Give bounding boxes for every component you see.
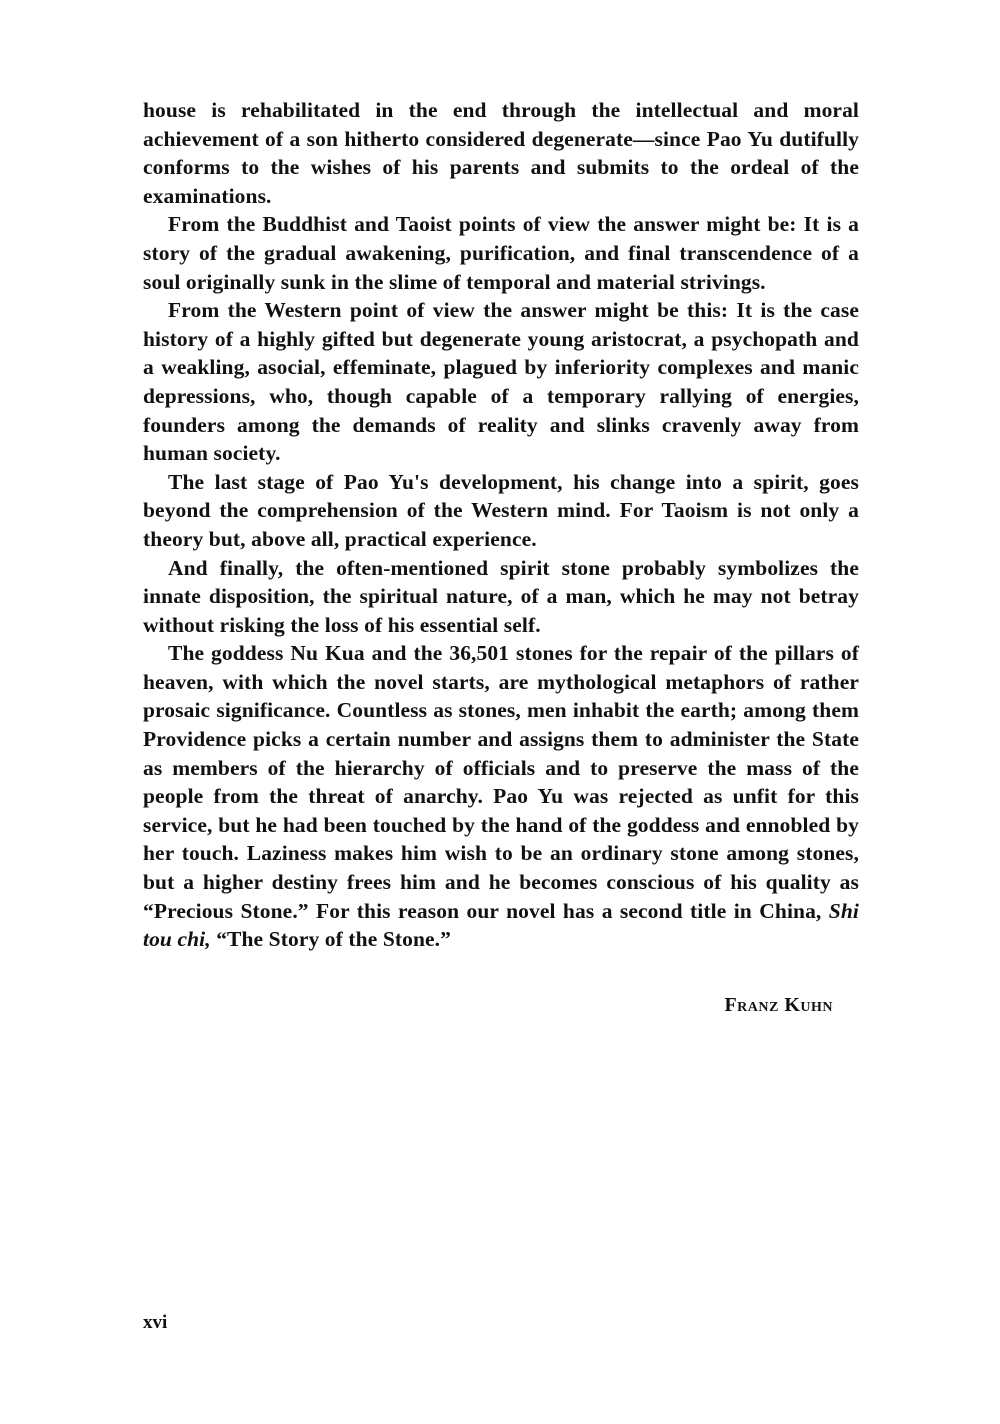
paragraph: house is rehabilitated in the end through the intellectual and moral achievement of a son hitherto considered degenerate—since Pao Yu dutifully conforms to the wishes of his parents and submits to the ordeal of the examinations.: [143, 98, 859, 208]
paragraph: From the Buddhist and Taoist points of view the answer might be: It is a story of the gradual awakening, purification, and final transcendence of a soul originally sunk in the slime of temporal and material strivings.: [143, 212, 859, 294]
author-signature: Franz Kuhn: [724, 994, 833, 1016]
paragraph: From the Western point of view the answer might be this: It is the case history of a highly gifted but degenerate young aristocrat, a psychopath and a weakling, asocial, effeminate, plagued by inferiority complexes and manic depressions, who, though capable of a temporary rallying of energies, founders among the demands of reality and slinks cravenly away from human society.: [143, 298, 859, 466]
novel-title: Shi tou chi,: [143, 898, 859, 952]
paragraph-text: The goddess Nu Kua and the 36,501 stones for the repair of the pillars of heaven, with which the novel starts, are mythological metaphors of rather prosaic significance. Countless as stones, men inhabit the earth; among them Providence picks a certain number and assigns them to administer the State as members of the hierarchy of officials and to preserve the mass of the people from the threat of anarchy. Pao Yu was rejected as unfit for this service, but he had been touched by the hand of the goddess and ennobled by her touch. Laziness makes him wish to be an ordinary stone among stones, but a higher destiny frees him and he becomes conscious of his quality as “Precious Stone.” For this reason our novel has a second title in China,: [143, 641, 859, 923]
paragraph: The last stage of Pao Yu's development, his change into a spirit, goes beyond the comprehension of the Western mind. For Taoism is not only a theory but, above all, practical experience.: [143, 469, 859, 551]
paragraph-text: “The Story of the Stone.”: [210, 927, 452, 952]
body-text: [143, 96, 859, 954]
page-number: xvi: [143, 1312, 168, 1333]
paragraph: [143, 639, 859, 954]
paragraph: And finally, the often-mentioned spirit stone probably symbolizes the innate disposition, the spiritual nature, of a man, which he may not betray without risking the loss of his essential self.: [143, 555, 859, 637]
